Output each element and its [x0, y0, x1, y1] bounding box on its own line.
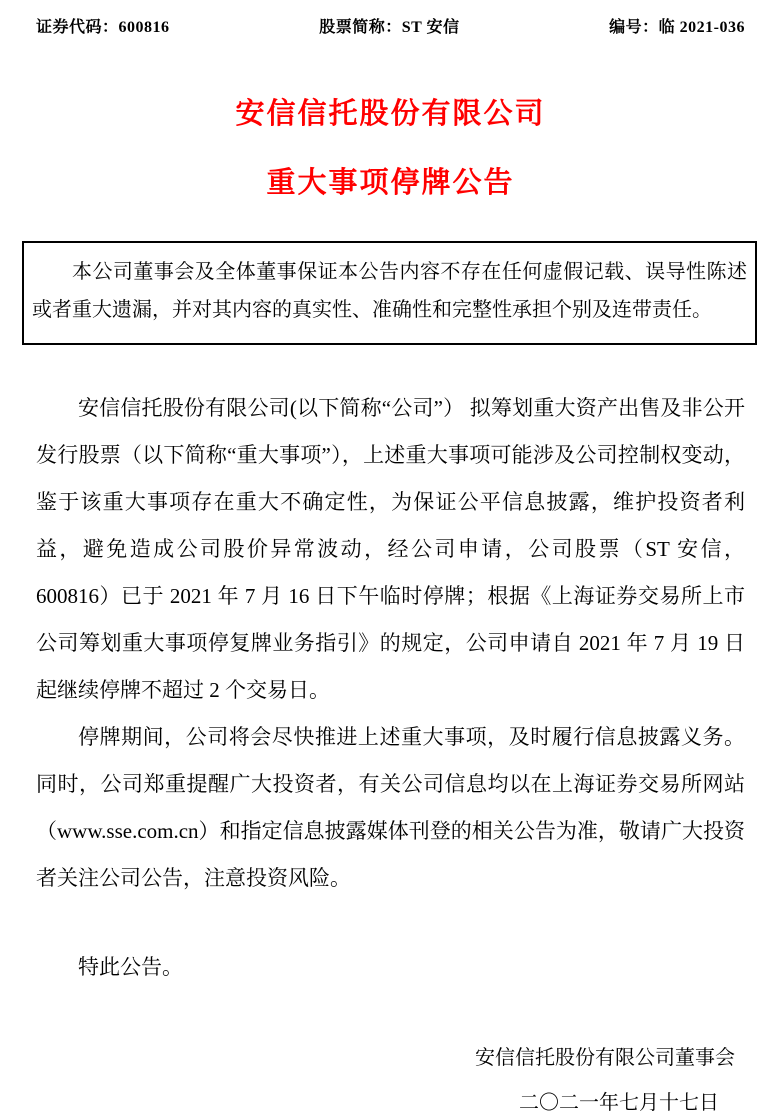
stock-short-name: 股票简称：ST 安信: [319, 19, 460, 36]
signature-company: 安信信托股份有限公司董事会: [475, 1047, 735, 1069]
paragraph-investor-notice: 停牌期间，公司将会尽快推进上述重大事项，及时履行信息披露义务。同时，公司郑重提醒广大投资者，有关公司信息均以在上海证券交易所网站（www.sse.com.cn）和指定信息披露媒体刊登的相关公告为准，敬请广大投资者关注公司公告，注意投资风险。: [36, 725, 745, 890]
disclaimer-text: 本公司董事会及全体董事保证本公告内容不存在任何虚假记载、误导性陈述或者重大遗漏，并对其内容的真实性、准确性和完整性承担个别及连带责任。: [32, 261, 747, 321]
control-change-emphasis: 公司控制权变动: [575, 444, 725, 467]
paragraph-1-lead: 安信信托股份有限公司(以下简称“公司”） 拟筹划重大资产出售及非公开发行股票（以下简称“重大事项”），上述重大事项可能涉及: [36, 396, 745, 467]
company-title: 安信信托股份有限公司: [235, 98, 546, 130]
stock-code: 证券代码：600816: [36, 19, 170, 36]
announcement-body: [36, 385, 745, 991]
signature-block: [36, 1041, 745, 1115]
title-block: [36, 91, 745, 201]
announcement-title: 重大事项停牌公告: [266, 167, 515, 199]
paragraph-suspension-details: [36, 385, 745, 714]
closing-statement: 特此公告。: [78, 955, 183, 979]
document-header: [36, 14, 745, 37]
paragraph-1-rest: ，鉴于该重大事项存在重大不确定性，为保证公平信息披露，维护投资者利益，避免造成公司股价异常波动，经公司申请，公司股票（ST 安信，600816）已于 2021 年 7 月 16 日下午临时停牌；根据《上海证券交易所上市公司筹划重大事项停复牌业务指引》的规定，公司申请自 2021 年 7 月 19 日起继续停牌不超过 2 个交易日。: [36, 443, 746, 702]
disclaimer-box: [22, 241, 757, 345]
announcement-number: 编号：临 2021-036: [609, 19, 745, 36]
signature-date: 二〇二一年七月十七日: [519, 1092, 719, 1114]
